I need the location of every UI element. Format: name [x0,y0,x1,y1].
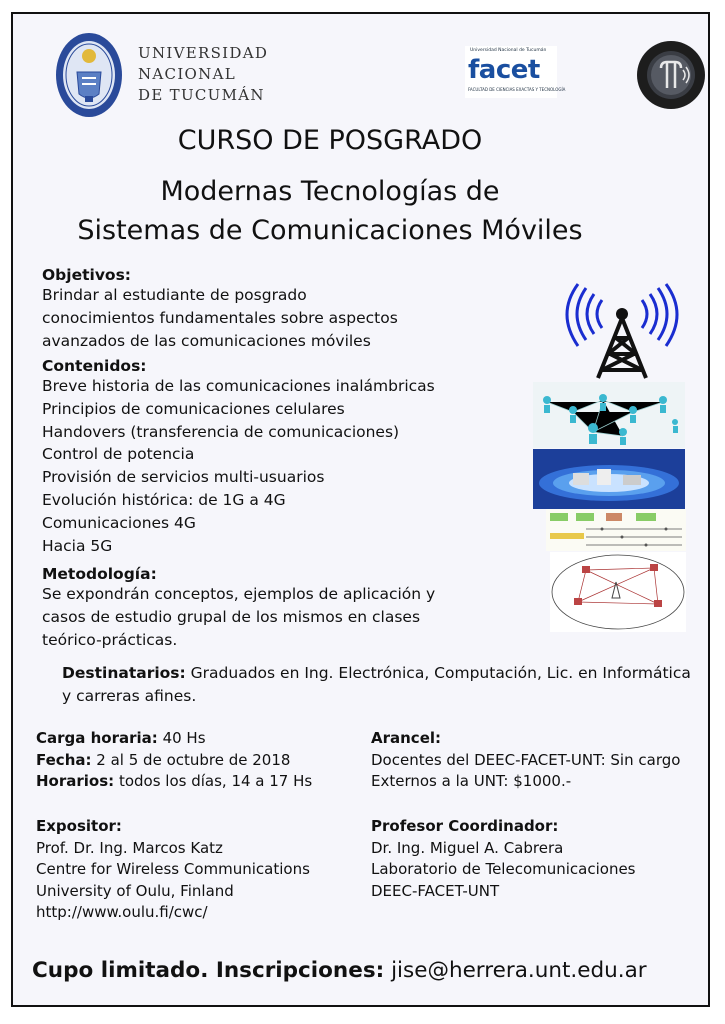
destinatarios-text: Graduados en Ing. Electrónica, Computación, Lic. en Informática y carreras afines. [62,664,691,705]
expositor-heading: Expositor: [36,817,122,835]
metodologia-section [42,565,522,651]
course-title [0,172,660,250]
coordinador-line: DEEC-FACET-UNT [371,881,500,900]
contenidos-item: Breve historia de las comunicaciones inalámbricas [42,377,435,395]
coordinador-section [371,816,706,902]
coordinador-line: Laboratorio de Telecomunicaciones [371,860,636,878]
footer-email: jise@herrera.unt.edu.ar [391,958,647,983]
expositor-url: http://www.oulu.fi/cwc/ [36,903,208,921]
horarios-label: Horarios: [36,772,115,790]
arancel-section [371,728,706,793]
coordinador-line: Dr. Ing. Miguel A. Cabrera [371,838,564,857]
course-title-line-1: Modernas Tecnologías de [160,176,500,207]
objetivos-line: Brindar al estudiante de posgrado [42,286,307,304]
horarios-value: todos los días, 14 a 17 Hs [118,772,313,790]
antenna-tower-icon [550,282,695,382]
carga-horaria-value: 40 Hs [162,729,206,747]
metodologia-heading: Metodología: [42,565,157,583]
objetivos-line: avanzados de las comunicaciones móviles [42,331,371,350]
metodologia-line: teórico-prácticas. [42,630,178,649]
metodologia-line: casos de estudio grupal de los mismos en clases [42,607,421,626]
university-seal-logo [55,32,123,118]
facet-wordmark: facet [468,55,540,85]
arancel-line: Externos a la UNT: $1000.- [371,772,572,790]
facet-logo-topline: Universidad Nacional de Tucumán [470,48,547,53]
cell-network-diagram-icon [550,552,686,632]
network-people-icon [533,382,685,448]
university-line-2: NACIONAL [138,65,236,83]
contenidos-item: Control de potencia [42,445,195,464]
expositor-line: Prof. Dr. Ing. Marcos Katz [36,838,223,857]
fecha-value: 2 al 5 de octubre de 2018 [96,750,291,769]
contenidos-item: Hacia 5G [42,536,113,555]
facet-logo-subline: FACULTAD DE CIENCIAS EXACTAS Y TECNOLOGÍA [468,87,566,92]
course-title-line-2: Sistemas de Comunicaciones Móviles [77,215,583,246]
contenidos-section [42,357,522,557]
contenidos-heading: Contenidos: [42,357,147,375]
contenidos-item: Evolución histórica: de 1G a 4G [42,490,286,509]
destinatarios-label: Destinatarios: [62,664,186,682]
university-line-3: DE TUCUMÁN [138,86,265,104]
university-name [138,43,268,106]
arancel-heading: Arancel: [371,729,442,747]
carga-horaria-label: Carga horaria: [36,729,158,747]
arancel-line: Docentes del DEEC-FACET-UNT: Sin cargo [371,750,681,769]
expositor-line: Centre for Wireless Communications [36,860,310,878]
objetivos-line: conocimientos fundamentales sobre aspectos [42,308,398,327]
protocol-diagram-icon [546,509,686,551]
metodologia-line: Se expondrán conceptos, ejemplos de aplicación y [42,585,436,603]
contenidos-item: Handovers (transferencia de comunicaciones) [42,422,400,441]
footer-label: Cupo limitado. Inscripciones: [32,958,385,983]
contenidos-item: Principios de comunicaciones celulares [42,399,345,418]
schedule-section [36,728,366,793]
coordinador-heading: Profesor Coordinador: [371,817,559,835]
contenidos-item: Comunicaciones 4G [42,513,196,532]
telecom-lab-logo [636,40,706,110]
university-line-1: UNIVERSIDAD [138,44,269,62]
contenidos-item: Provisión de servicios multi-usuarios [42,468,325,487]
objetivos-heading: Objetivos: [42,266,131,284]
course-type-heading: CURSO DE POSGRADO [177,125,483,156]
objetivos-section [42,266,522,352]
expositor-section [36,816,366,924]
footer-registration [32,958,647,983]
destinatarios-section [62,662,702,708]
fecha-label: Fecha: [36,750,92,769]
expositor-line: University of Oulu, Finland [36,881,234,900]
globe-network-icon [533,449,685,509]
